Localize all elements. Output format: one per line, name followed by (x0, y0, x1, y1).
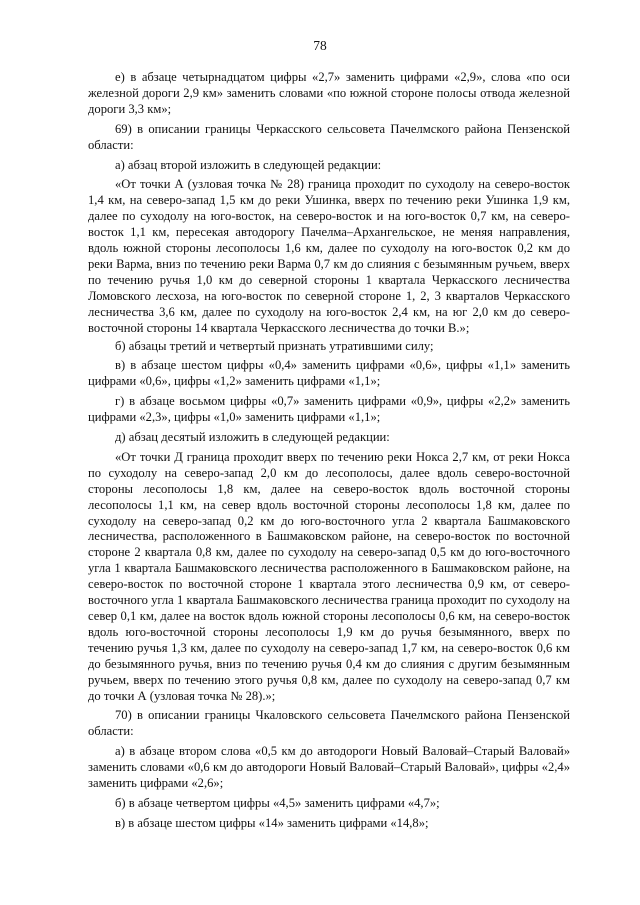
paragraph-item-70-a: а) в абзаце втором слова «0,5 км до автодороги Новый Валовай–Старый Валовай» заменить словами «0,6 км до автодороги Новый Валовай–Старый Валовай», цифры «2,4» заменить цифрами «2,6»; (88, 744, 570, 791)
paragraph-item-69-d: д) абзац десятый изложить в следующей редакции: (115, 430, 390, 445)
paragraph-boundary-text-a: «От точки А (узловая точка № 28) граница проходит по суходолу на северо-восток 1,4 км, на северо-запад 1,5 км до реки Ушинка, вверх по течению реки Ушинка 1,9 км, далее по суходолу на юго-восток, на северо-восток и на юго-восток 0,7 км, на северо-восток 1,1 км, пересекая автодорогу Пачелма–Архангельское, не меняя направления, вдоль южной стороны лесополосы 1,6 км, далее по суходолу на юго-восток 0,2 км до реки Варма, вниз по течению реки Варма 0,7 км до слияния с безымянным ручьем, вверх по течению ручья 1,0 км до северной стороны 1 квартала Черкасского лесничества Ломовского лесхоза, на юго-восток по северной стороне 1, 2, 3 кварталов Черкасского лесничества 3,6 км, далее по суходолу на юго-восток 2,4 км, на юг 2,0 км до северо-восточной стороны 14 квартала Черкасского лесничества до точки В.»; (88, 177, 570, 335)
paragraph-item-70-b: б) в абзаце четвертом цифры «4,5» заменить цифрами «4,7»; (115, 795, 440, 810)
paragraph-item-69-a: а) абзац второй изложить в следующей редакции: (115, 157, 382, 172)
page-number: 78 (313, 38, 327, 53)
paragraph-item-69-g: г) в абзаце восьмом цифры «0,7» заменить цифрами «0,9», цифры «2,2» заменить цифрами «2,3», цифры «1,0» заменить цифрами «1,1»; (88, 394, 570, 425)
paragraph-amendment-e: е) в абзаце четырнадцатом цифры «2,7» заменить цифрами «2,9», слова «по оси железной дороги 2,9 км» заменить словами «по южной стороне полосы отвода железной дороги 3,3 км»; (88, 70, 570, 116)
paragraph-item-69: 69) в описании границы Черкасского сельсовета Пачелмского района Пензенской области: (88, 121, 570, 152)
document-body (88, 70, 570, 832)
paragraph-item-69-b: б) абзацы третий и четвертый признать утратившими силу; (115, 338, 434, 353)
paragraph-boundary-text-d: «От точки Д граница проходит вверх по течению реки Нокса 2,7 км, от реки Нокса по суходолу на северо-запад 2,0 км до лесополосы, далее вдоль северо-восточной стороны лесополосы 1,8 км, далее на северо-восток вдоль восточной стороны лесополосы 1,1 км, на север вдоль восточной стороны лесополосы 1,8 км, далее по суходолу на северо-запад 0,2 км до юго-восточного угла 2 квартала Башмаковского лесничества, расположенного в Башмаковском районе, на северо-восток по восточной стороне 2 квартала 0,8 км, далее по суходолу на северо-запад 0,5 км до юго-восточного угла 1 квартала Башмаковского лесничества расположенного в Башмаковском районе, на северо-восток по восточной стороне 1 квартала этого лесничества 0,9 км, от северо-восточного угла 1 квартала Башмаковского лесничества граница проходит по суходолу на север 0,1 км, далее на восток вдоль южной стороны лесополосы 0,6 км, на северо-восток вдоль юго-восточной стороны лесополосы 1,9 км до ручья безымянного, вверх по течению ручья 1,3 км, далее по суходолу на северо-запад 1,7 км, на северо-восток 0,6 км до безымянного ручья, вниз по течению ручья 0,4 км до слияния с другим безымянным ручьем, вверх по течению этого ручья 0,8 км, далее по суходолу на северо-запад 0,7 км до точки А (узловая точка № 28).»; (88, 449, 570, 703)
paragraph-item-70: 70) в описании границы Чкаловского сельсовета Пачелмского района Пензенской области: (88, 708, 570, 739)
paragraph-item-69-v: в) в абзаце шестом цифры «0,4» заменить цифрами «0,6», цифры «1,1» заменить цифрами «0,6», цифры «1,2» заменить цифрами «1,1»; (88, 358, 570, 389)
paragraph-item-70-v: в) в абзаце шестом цифры «14» заменить цифрами «14,8»; (115, 815, 429, 830)
